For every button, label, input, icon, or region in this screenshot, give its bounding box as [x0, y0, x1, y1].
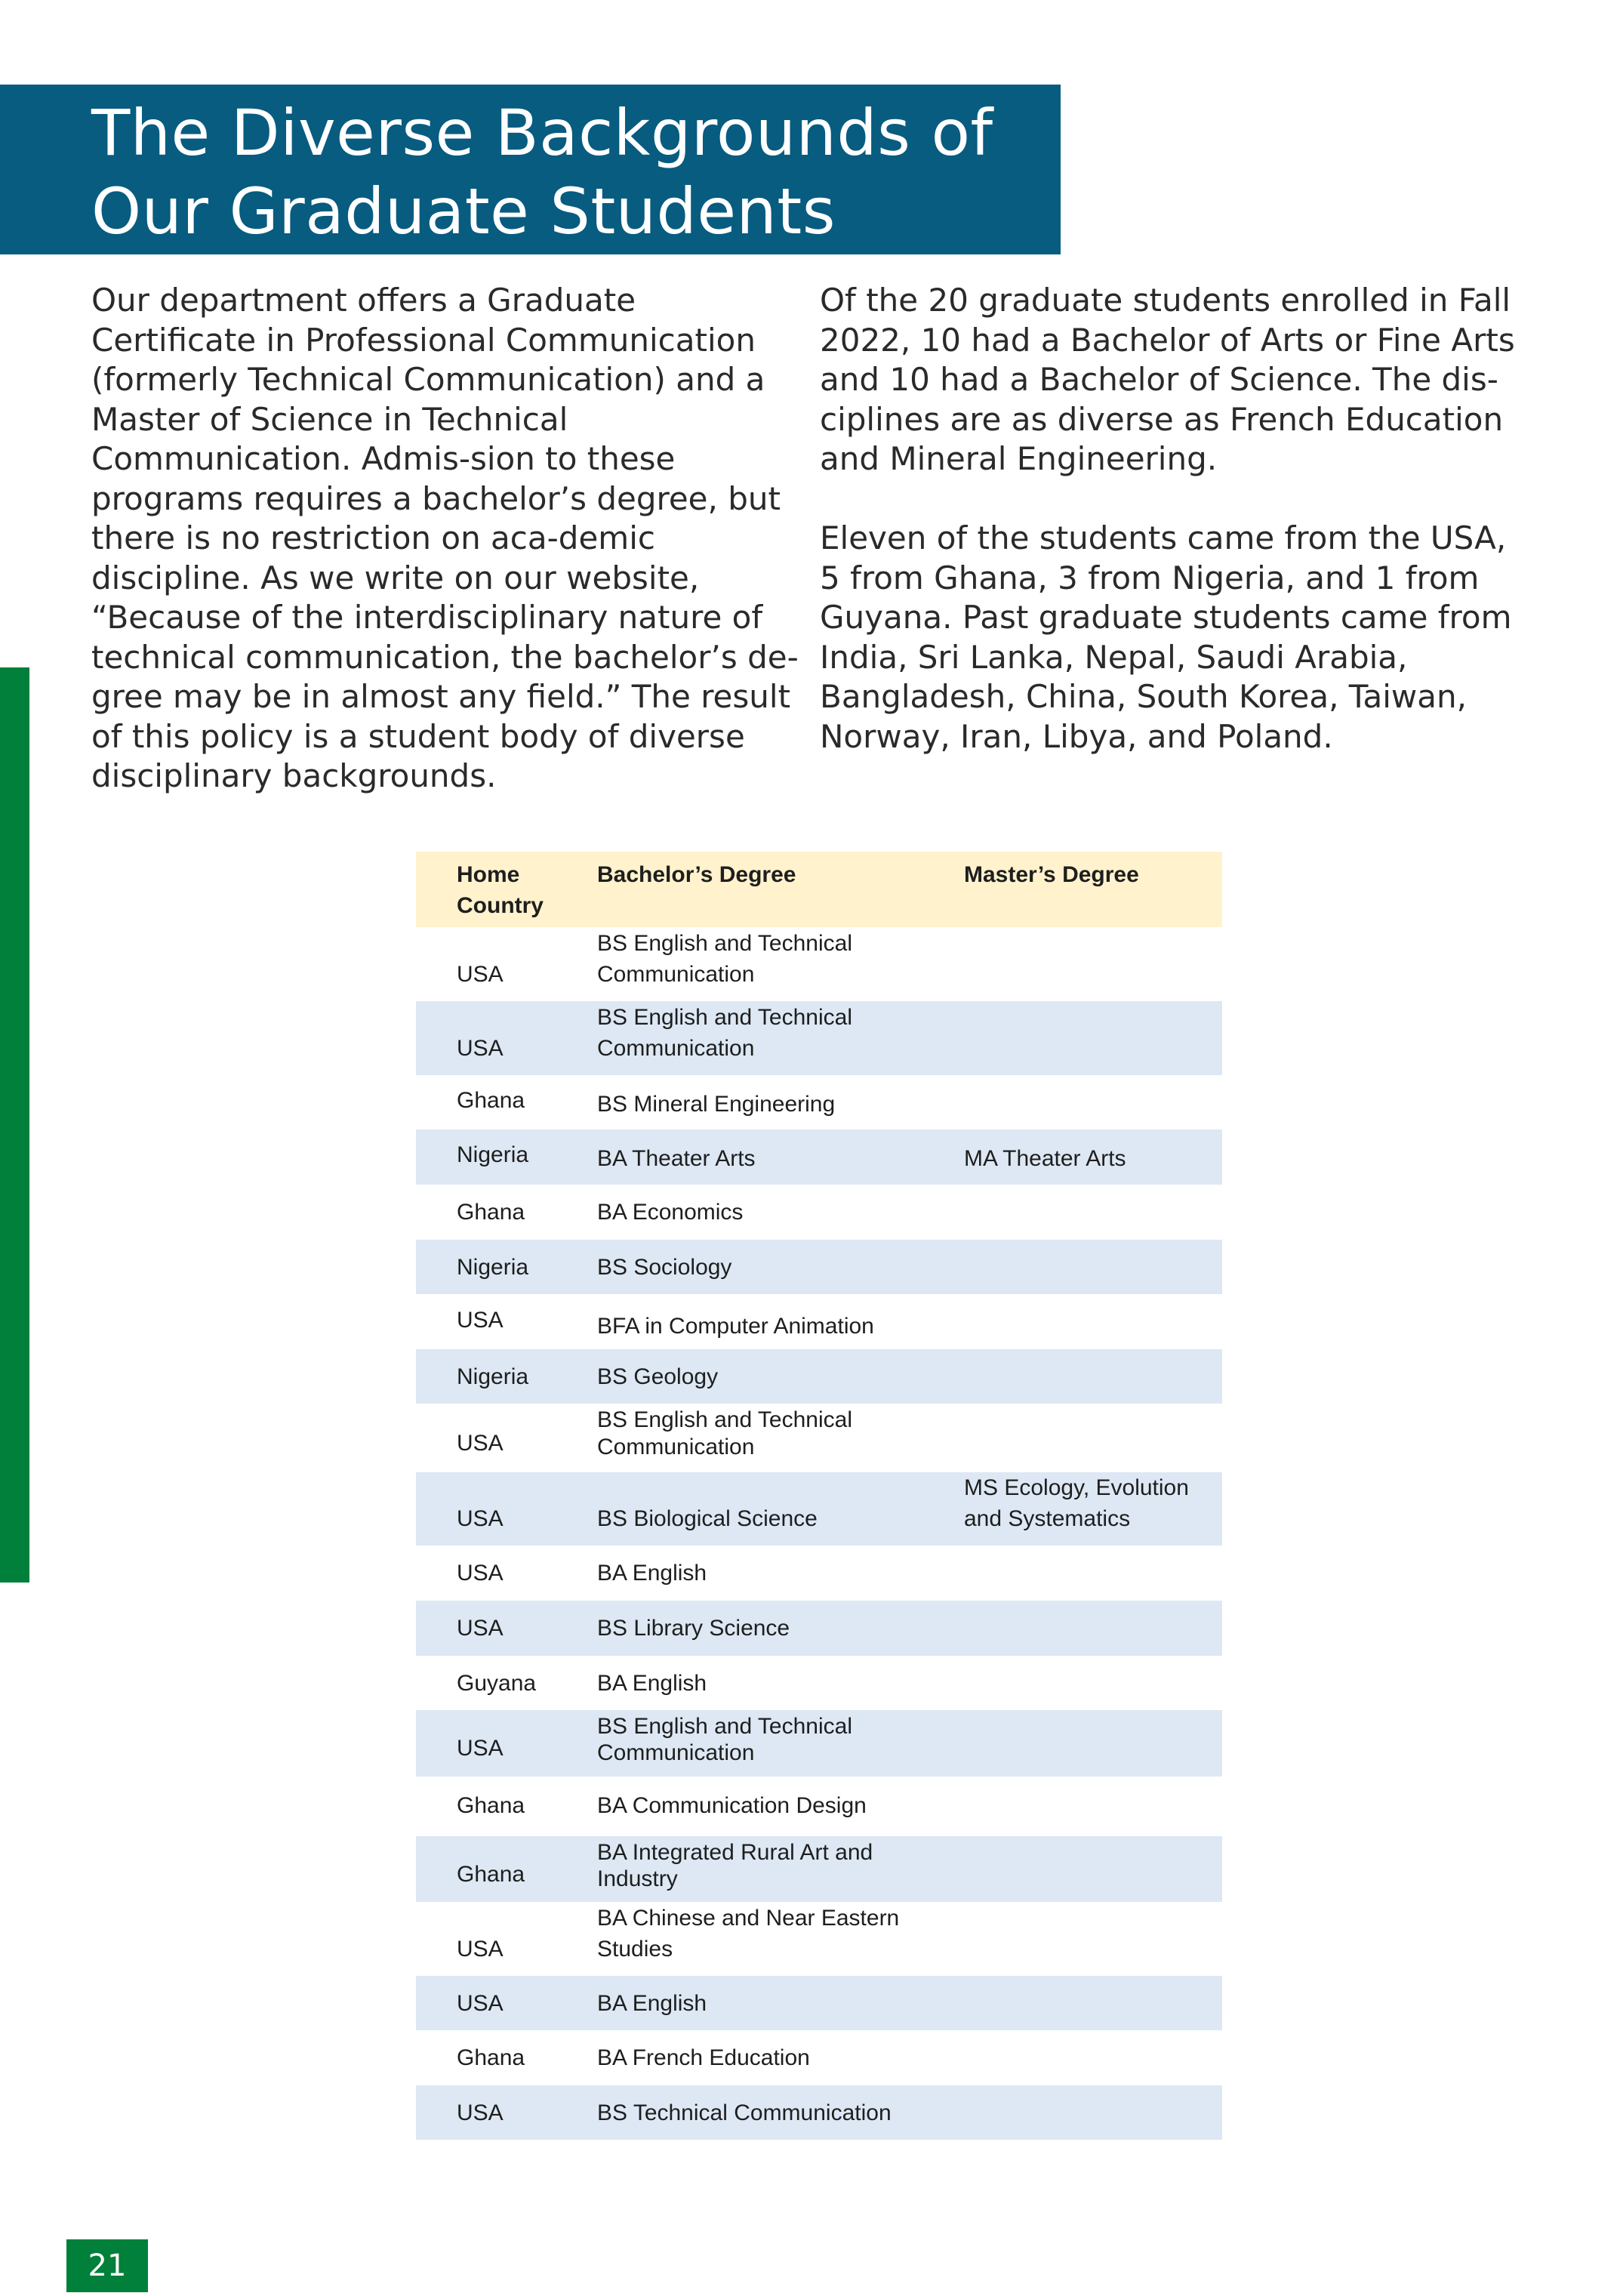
- bachelor-cell: BS Library Science: [597, 1616, 790, 1641]
- table-row: [416, 1075, 1222, 1130]
- bachelor-cell: BA English: [597, 1671, 707, 1696]
- intro-paragraph: Our department offers a Graduate Certificate in Professional Communication (formerly Technical Communication) and a Master of Science in Technical Communication. Admis-sion to these programs requires a bachelor’s degree, but there is no restriction on aca-demic discipline. As we write on our website, “Because of the interdisciplinary nature of technical communication, the bachelor’s de-gree may be in almost any field.” The result of this policy is a student body of diverse disciplinary backgrounds.: [91, 282, 799, 794]
- country-cell: USA: [457, 1937, 504, 1962]
- header-home-country: Home Country: [457, 862, 544, 918]
- header-masters-degree: Master’s Degree: [964, 862, 1139, 887]
- country-cell: USA: [457, 1561, 504, 1586]
- country-cell: USA: [457, 1991, 504, 2016]
- bachelor-cell: BS English and Technical Communication: [597, 1714, 852, 1765]
- table-row: [416, 1472, 1222, 1546]
- country-cell: USA: [457, 1736, 504, 1761]
- bachelor-cell: BS English and Technical Communication: [597, 1005, 852, 1061]
- table-row: [416, 2085, 1222, 2140]
- table-row: [416, 1777, 1222, 1836]
- bachelor-cell: BA Communication Design: [597, 1793, 867, 1818]
- table-row: [416, 1294, 1222, 1349]
- page-title: [91, 94, 993, 251]
- table-row: [416, 1130, 1222, 1185]
- country-cell: Ghana: [457, 2045, 525, 2070]
- country-cell: Nigeria: [457, 1364, 529, 1389]
- table-row: [416, 1404, 1222, 1472]
- bachelor-cell: BS Technical Communication: [597, 2100, 892, 2125]
- country-cell: USA: [457, 1308, 504, 1333]
- table-row: [416, 1902, 1222, 1976]
- student-backgrounds-table: [416, 852, 1222, 2140]
- bachelor-cell: BS Sociology: [597, 1255, 732, 1280]
- bachelor-cell: BS Mineral Engineering: [597, 1092, 836, 1117]
- table-header-row: [416, 852, 1222, 927]
- country-cell: USA: [457, 962, 504, 987]
- table-row: [416, 2030, 1222, 2085]
- table-row: [416, 1349, 1222, 1404]
- table-row: [416, 1836, 1222, 1902]
- country-cell: Ghana: [457, 1793, 525, 1818]
- country-cell: Ghana: [457, 1088, 525, 1113]
- page-title-line-1: The Diverse Backgrounds of: [91, 96, 993, 170]
- page-number: 21: [66, 2239, 148, 2292]
- table-row: [416, 1240, 1222, 1294]
- country-cell: Nigeria: [457, 1255, 529, 1280]
- bachelor-cell: BS Geology: [597, 1364, 719, 1389]
- table-row: [416, 1185, 1222, 1240]
- table-row: [416, 1656, 1222, 1710]
- bachelor-cell: BA French Education: [597, 2045, 810, 2070]
- country-cell: USA: [457, 1506, 504, 1531]
- table-row: [416, 927, 1222, 1001]
- countries-paragraph: Eleven of the students came from the USA, 5 from Ghana, 3 from Nigeria, and 1 from Guyana. Past graduate students came from India, Sri Lanka, Nepal, Saudi Arabia, Bangladesh, China, South Korea, Taiwan, Norway, Iran, Libya, and Poland.: [820, 519, 1512, 755]
- master-cell: MA Theater Arts: [964, 1146, 1126, 1171]
- country-cell: Ghana: [457, 1200, 525, 1225]
- intro-column-right: [820, 281, 1533, 757]
- table-row: [416, 1710, 1222, 1777]
- bachelor-cell: BS English and Technical Communication: [597, 1407, 852, 1459]
- country-cell: Ghana: [457, 1862, 525, 1887]
- country-cell: USA: [457, 1616, 504, 1641]
- intro-column-left: [91, 281, 808, 797]
- bachelor-cell: BA English: [597, 1561, 707, 1586]
- page-title-line-2: Our Graduate Students: [91, 174, 836, 248]
- side-accent-bar: [0, 667, 29, 1583]
- header-bachelors-degree: Bachelor’s Degree: [597, 862, 796, 887]
- table-row: [416, 1601, 1222, 1656]
- bachelor-cell: BA Economics: [597, 1200, 744, 1225]
- table-row: [416, 1976, 1222, 2030]
- bachelor-cell: BA Chinese and Near Eastern Studies: [597, 1906, 900, 1962]
- country-cell: Nigeria: [457, 1142, 529, 1167]
- country-cell: USA: [457, 1036, 504, 1061]
- bachelor-cell: BA English: [597, 1991, 707, 2016]
- master-cell: MS Ecology, Evolution and Systematics: [964, 1475, 1189, 1531]
- table-row: [416, 1546, 1222, 1601]
- country-cell: USA: [457, 2100, 504, 2125]
- country-cell: Guyana: [457, 1671, 537, 1696]
- bachelor-cell: BS English and Technical Communication: [597, 931, 852, 987]
- bachelor-cell: BA Integrated Rural Art and Industry: [597, 1840, 873, 1891]
- table-row: [416, 1001, 1222, 1075]
- country-cell: USA: [457, 1431, 504, 1456]
- bachelor-cell: BS Biological Science: [597, 1506, 818, 1531]
- bachelor-cell: BFA in Computer Animation: [597, 1314, 874, 1339]
- enrollment-paragraph: Of the 20 graduate students enrolled in Fall 2022, 10 had a Bachelor of Arts or Fine Arts and 10 had a Bachelor of Science. The dis-ciplines are as diverse as French Education and Mineral Engineering.: [820, 282, 1515, 477]
- title-banner: [0, 85, 1061, 254]
- bachelor-cell: BA Theater Arts: [597, 1146, 756, 1171]
